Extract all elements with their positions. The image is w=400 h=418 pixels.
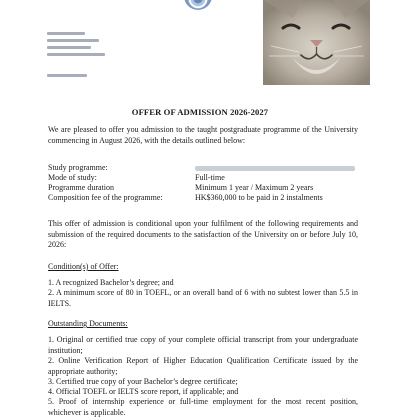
redacted-address-line — [47, 39, 99, 42]
document-item: 3. Certified true copy of your Bachelor’s degree certificate; — [48, 377, 238, 386]
condition-item: 1. A recognized Bachelor’s degree; and — [48, 278, 174, 287]
detail-label: Programme duration — [48, 183, 114, 192]
conditions-heading: Condition(s) of Offer: — [48, 262, 119, 271]
applicant-photo — [263, 0, 370, 85]
redacted-date-line — [47, 74, 87, 77]
documents-heading: Outstanding Documents: — [48, 319, 128, 328]
detail-value: HK$360,000 to be paid in 2 instalments — [195, 193, 323, 202]
detail-label: Composition fee of the programme: — [48, 193, 163, 202]
intro-paragraph: We are pleased to offer you admission to the taught postgraduate programme of the University commencing in August 2026, with the details outlined below: — [48, 125, 358, 145]
cat-face-icon — [263, 0, 370, 85]
document-item: 1. Original or certified true copy of your complete official transcript from your undergraduate institution; — [48, 335, 358, 355]
detail-label: Study programme: — [48, 163, 108, 172]
letter-title: OFFER OF ADMISSION 2026-2027 — [131, 107, 269, 117]
document-item: 5. Proof of internship experience or full-time employment for the most recent position, whichever is applicable. — [48, 397, 358, 417]
condition-item: 2. A minimum score of 80 in TOEFL, or an overall band of 6 with no subtest lower than 5.5 in IELTS. — [48, 288, 358, 308]
conditional-paragraph: This offer of admission is conditional upon your fulfilment of the following requirements and submission of the required documents to the satisfaction of the University on or before July 10, 2026: — [48, 219, 358, 249]
document-item: 4. Official TOEFL or IELTS score report, if applicable; and — [48, 387, 239, 396]
detail-value: Minimum 1 year / Maximum 2 years — [195, 183, 314, 192]
redacted-address-line — [47, 53, 105, 56]
document-item: 2. Online Verification Report of Higher Education Qualification Certificate issued by the appropriate authority; — [48, 356, 358, 376]
detail-value: Full-time — [195, 173, 225, 182]
redacted-programme-name — [195, 163, 355, 173]
redacted-address-line — [47, 32, 85, 35]
redacted-address-line — [47, 46, 91, 49]
university-emblem-icon — [184, 0, 212, 10]
detail-label: Mode of study: — [48, 173, 97, 182]
